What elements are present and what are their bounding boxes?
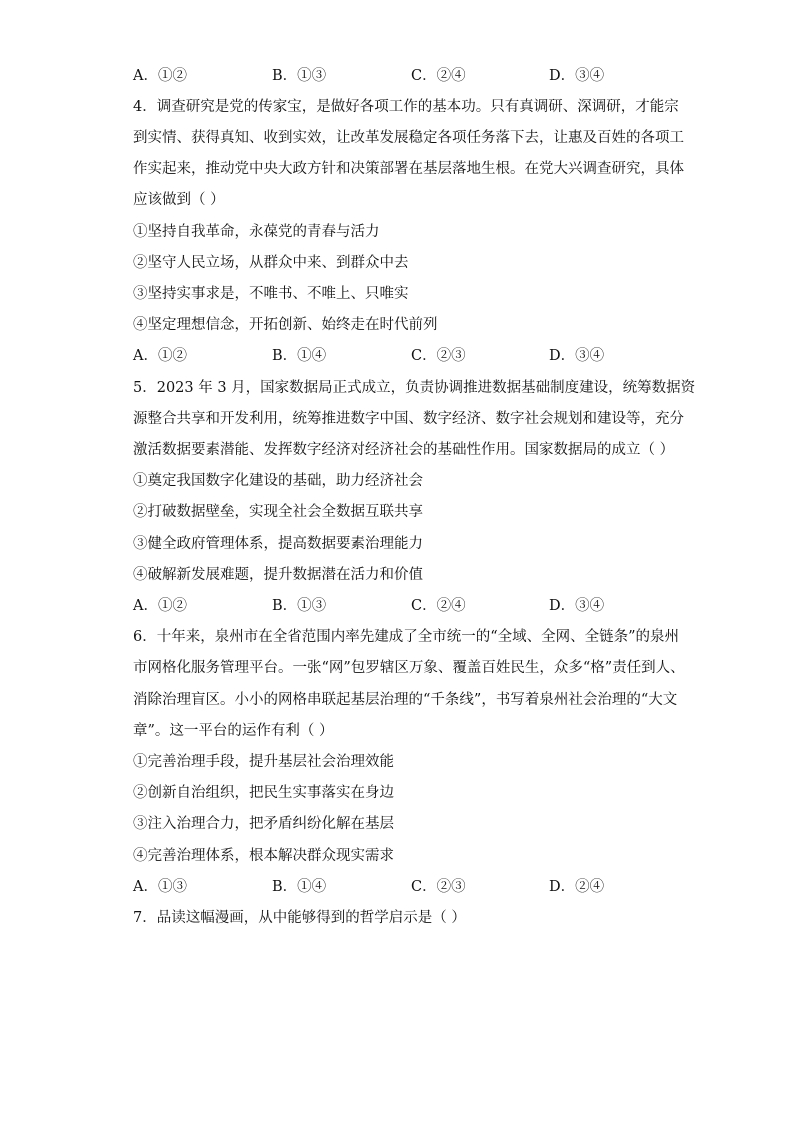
q3-option-c[interactable]: C．②④ (411, 68, 466, 84)
q3-option-d[interactable]: D．③④ (549, 68, 605, 84)
q6-option-d[interactable]: D．②④ (549, 879, 605, 895)
q4-option-a[interactable]: A．①② (133, 348, 187, 364)
q6-stem-line: 消除治理盲区。小小的网格串联起基层治理的“千条线”，书写着泉州社会治理的“大文 (133, 692, 678, 708)
q5-statement-3: ③健全政府管理体系，提高数据要素治理能力 (133, 536, 423, 552)
q5-option-a[interactable]: A．①② (133, 598, 187, 614)
q4-stem-line: 到实情、获得真知、收到实效，让改革发展稳定各项任务落下去，让惠及百姓的各项工 (133, 130, 684, 146)
q5-statement-4: ④破解新发展难题，提升数据潜在活力和价值 (133, 567, 423, 583)
q4-statement-2: ②坚守人民立场，从群众中来、到群众中去 (133, 255, 409, 271)
q4-option-d[interactable]: D．③④ (549, 348, 605, 364)
q6-option-b[interactable]: B．①④ (272, 879, 327, 895)
q6-statement-1: ①完善治理手段，提升基层社会治理效能 (133, 754, 394, 770)
q5-option-b[interactable]: B．①③ (272, 598, 327, 614)
q4-stem-line: 作实起来，推动党中央大政方针和决策部署在基层落地生根。在党大兴调查研究，具体 (133, 161, 684, 177)
q5-option-c[interactable]: C．②④ (411, 598, 466, 614)
q4-option-b[interactable]: B．①④ (272, 348, 327, 364)
q3-option-b[interactable]: B．①③ (272, 68, 327, 84)
q5-stem-line: 源整合共享和开发利用，统筹推进数字中国、数字经济、数字社会规划和建设等，充分 (133, 411, 684, 427)
q6-stem-line: 章”。这一平台的运作有利（ ） (133, 723, 334, 739)
q6-stem-line: 市网格化服务管理平台。一张“网”包罗辖区万象、覆盖百姓民生，众多“格”责任到人、 (133, 660, 685, 676)
q6-option-c[interactable]: C．②③ (411, 879, 466, 895)
q4-option-c[interactable]: C．②③ (411, 348, 466, 364)
q6-option-a[interactable]: A．①③ (133, 879, 187, 895)
q6-statement-2: ②创新自治组织，把民生实事落实在身边 (133, 785, 394, 801)
q5-stem-line: 激活数据要素潜能、发挥数字经济对经济社会的基础性作用。国家数据局的成立（ ） (133, 442, 675, 458)
q5-stem-line: 5．2023 年 3 月，国家数据局正式成立，负责协调推进数据基础制度建设，统筹数据资 (133, 380, 696, 396)
q6-stem-line: 6．十年来，泉州市在全省范围内率先建成了全市统一的“全域、全网、全链条”的泉州 (133, 629, 680, 645)
q4-statement-4: ④坚定理想信念，开拓创新、始终走在时代前列 (133, 317, 438, 333)
q5-statement-2: ②打破数据壁垒，实现全社会全数据互联共享 (133, 504, 423, 520)
q5-statement-1: ①奠定我国数字化建设的基础，助力经济社会 (133, 473, 423, 489)
q4-stem-line: 应该做到（ ） (133, 192, 225, 208)
q5-option-d[interactable]: D．③④ (549, 598, 605, 614)
q4-statement-3: ③坚持实事求是，不唯书、不唯上、只唯实 (133, 286, 409, 302)
q7-stem: 7．品读这幅漫画，从中能够得到的哲学启示是（ ） (133, 910, 466, 926)
q6-statement-3: ③注入治理合力，把矛盾纠纷化解在基层 (133, 816, 394, 832)
q3-option-a[interactable]: A．①② (133, 68, 187, 84)
q4-statement-1: ①坚持自我革命，永葆党的青春与活力 (133, 224, 380, 240)
q6-statement-4: ④完善治理体系，根本解决群众现实需求 (133, 848, 394, 864)
q4-stem-line: 4．调查研究是党的传家宝，是做好各项工作的基本功。只有真调研、深调研，才能宗 (133, 99, 679, 115)
